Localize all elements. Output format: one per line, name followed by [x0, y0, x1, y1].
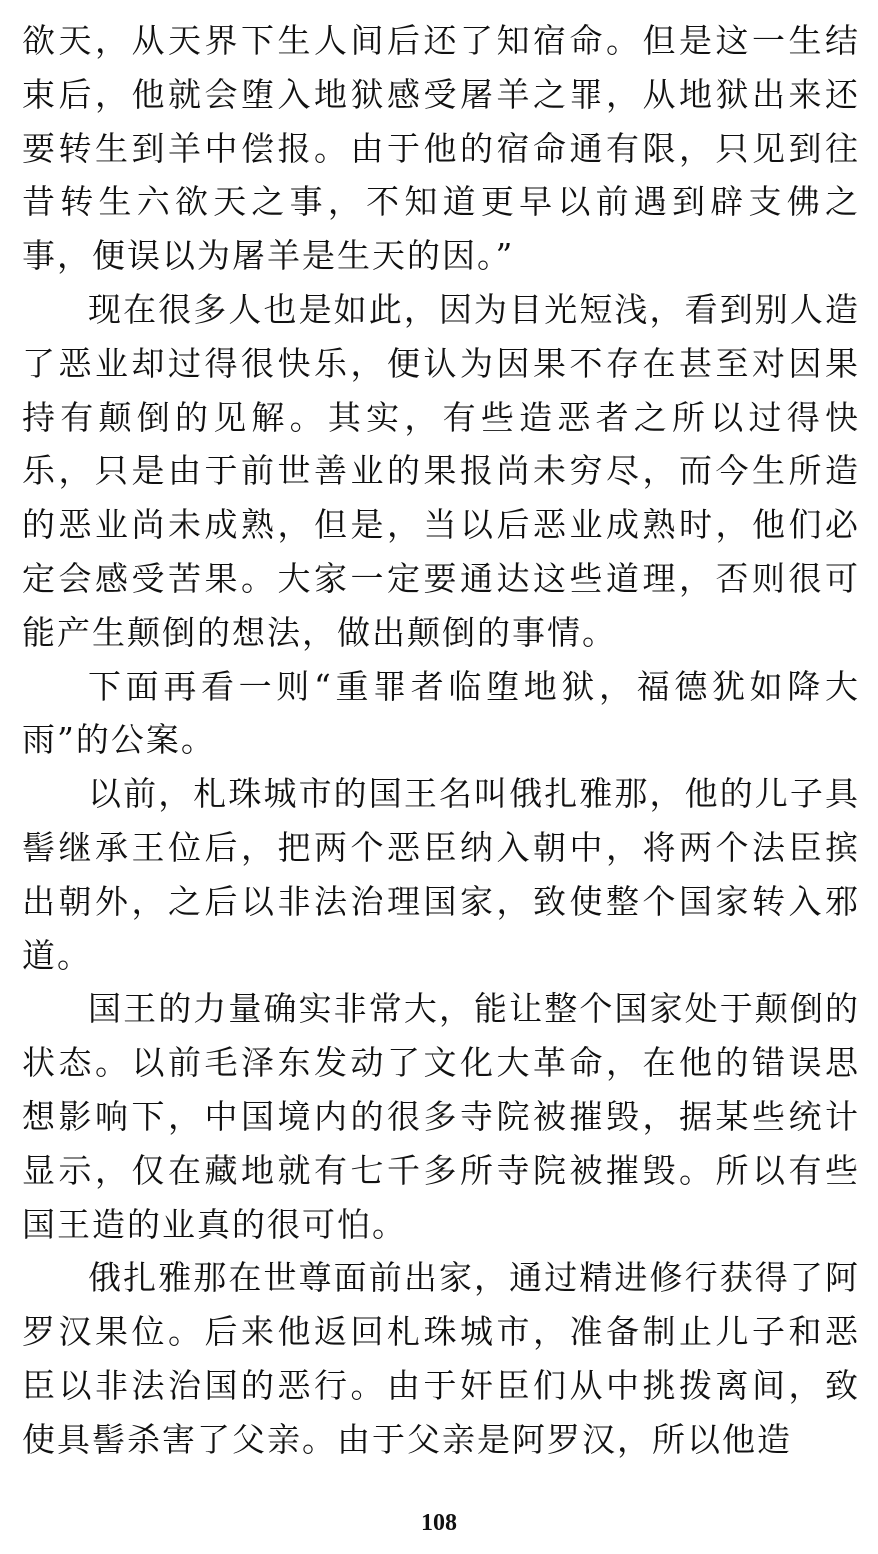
paragraph-continued: 欲天，从天界下生人间后还了知宿命。但是这一生结束后，他就会堕入地狱感受屠羊之罪，从地狱出来还要转生到羊中偿报。由于他的宿命通有限，只见到往昔转生六欲天之事，不知道更早以前遇到辟支佛之事，便误以为屠羊是生天的因。”	[22, 21, 860, 276]
page-number: 108	[421, 1510, 457, 1536]
paragraph-king-story: 以前，札珠城市的国王名叫俄扎雅那，他的儿子具髻继承王位后，把两个恶臣纳入朝中，将两个法臣摈出朝外，之后以非法治理国家，致使整个国家转入邪道。	[22, 774, 860, 975]
paragraph-arhat-story: 俄扎雅那在世尊面前出家，通过精进修行获得了阿罗汉果位。后来他返回札珠城市，准备制止儿子和恶臣以非法治国的恶行。由于奸臣们从中挑拨离间，致使具髻杀害了父亲。由于父亲是阿罗汉，所以他造	[22, 1258, 860, 1459]
body-text	[22, 14, 860, 1467]
paragraph-king-power: 国王的力量确实非常大，能让整个国家处于颠倒的状态。以前毛泽东发动了文化大革命，在他的错误思想影响下，中国境内的很多寺院被摧毁，据某些统计显示，仅在藏地就有七千多所寺院被摧毁。所以有些国王造的业真的很可怕。	[22, 989, 860, 1244]
paragraph-short-sighted: 现在很多人也是如此，因为目光短浅，看到别人造了恶业却过得很快乐，便认为因果不存在甚至对因果持有颠倒的见解。其实，有些造恶者之所以过得快乐，只是由于前世善业的果报尚未穷尽，而今生所造的恶业尚未成熟，但是，当以后恶业成熟时，他们必定会感受苦果。大家一定要通达这些道理，否则很可能产生颠倒的想法，做出颠倒的事情。	[22, 289, 860, 652]
paragraph-case-intro: 下面再看一则“重罪者临堕地狱，福德犹如降大雨”的公案。	[22, 666, 860, 760]
